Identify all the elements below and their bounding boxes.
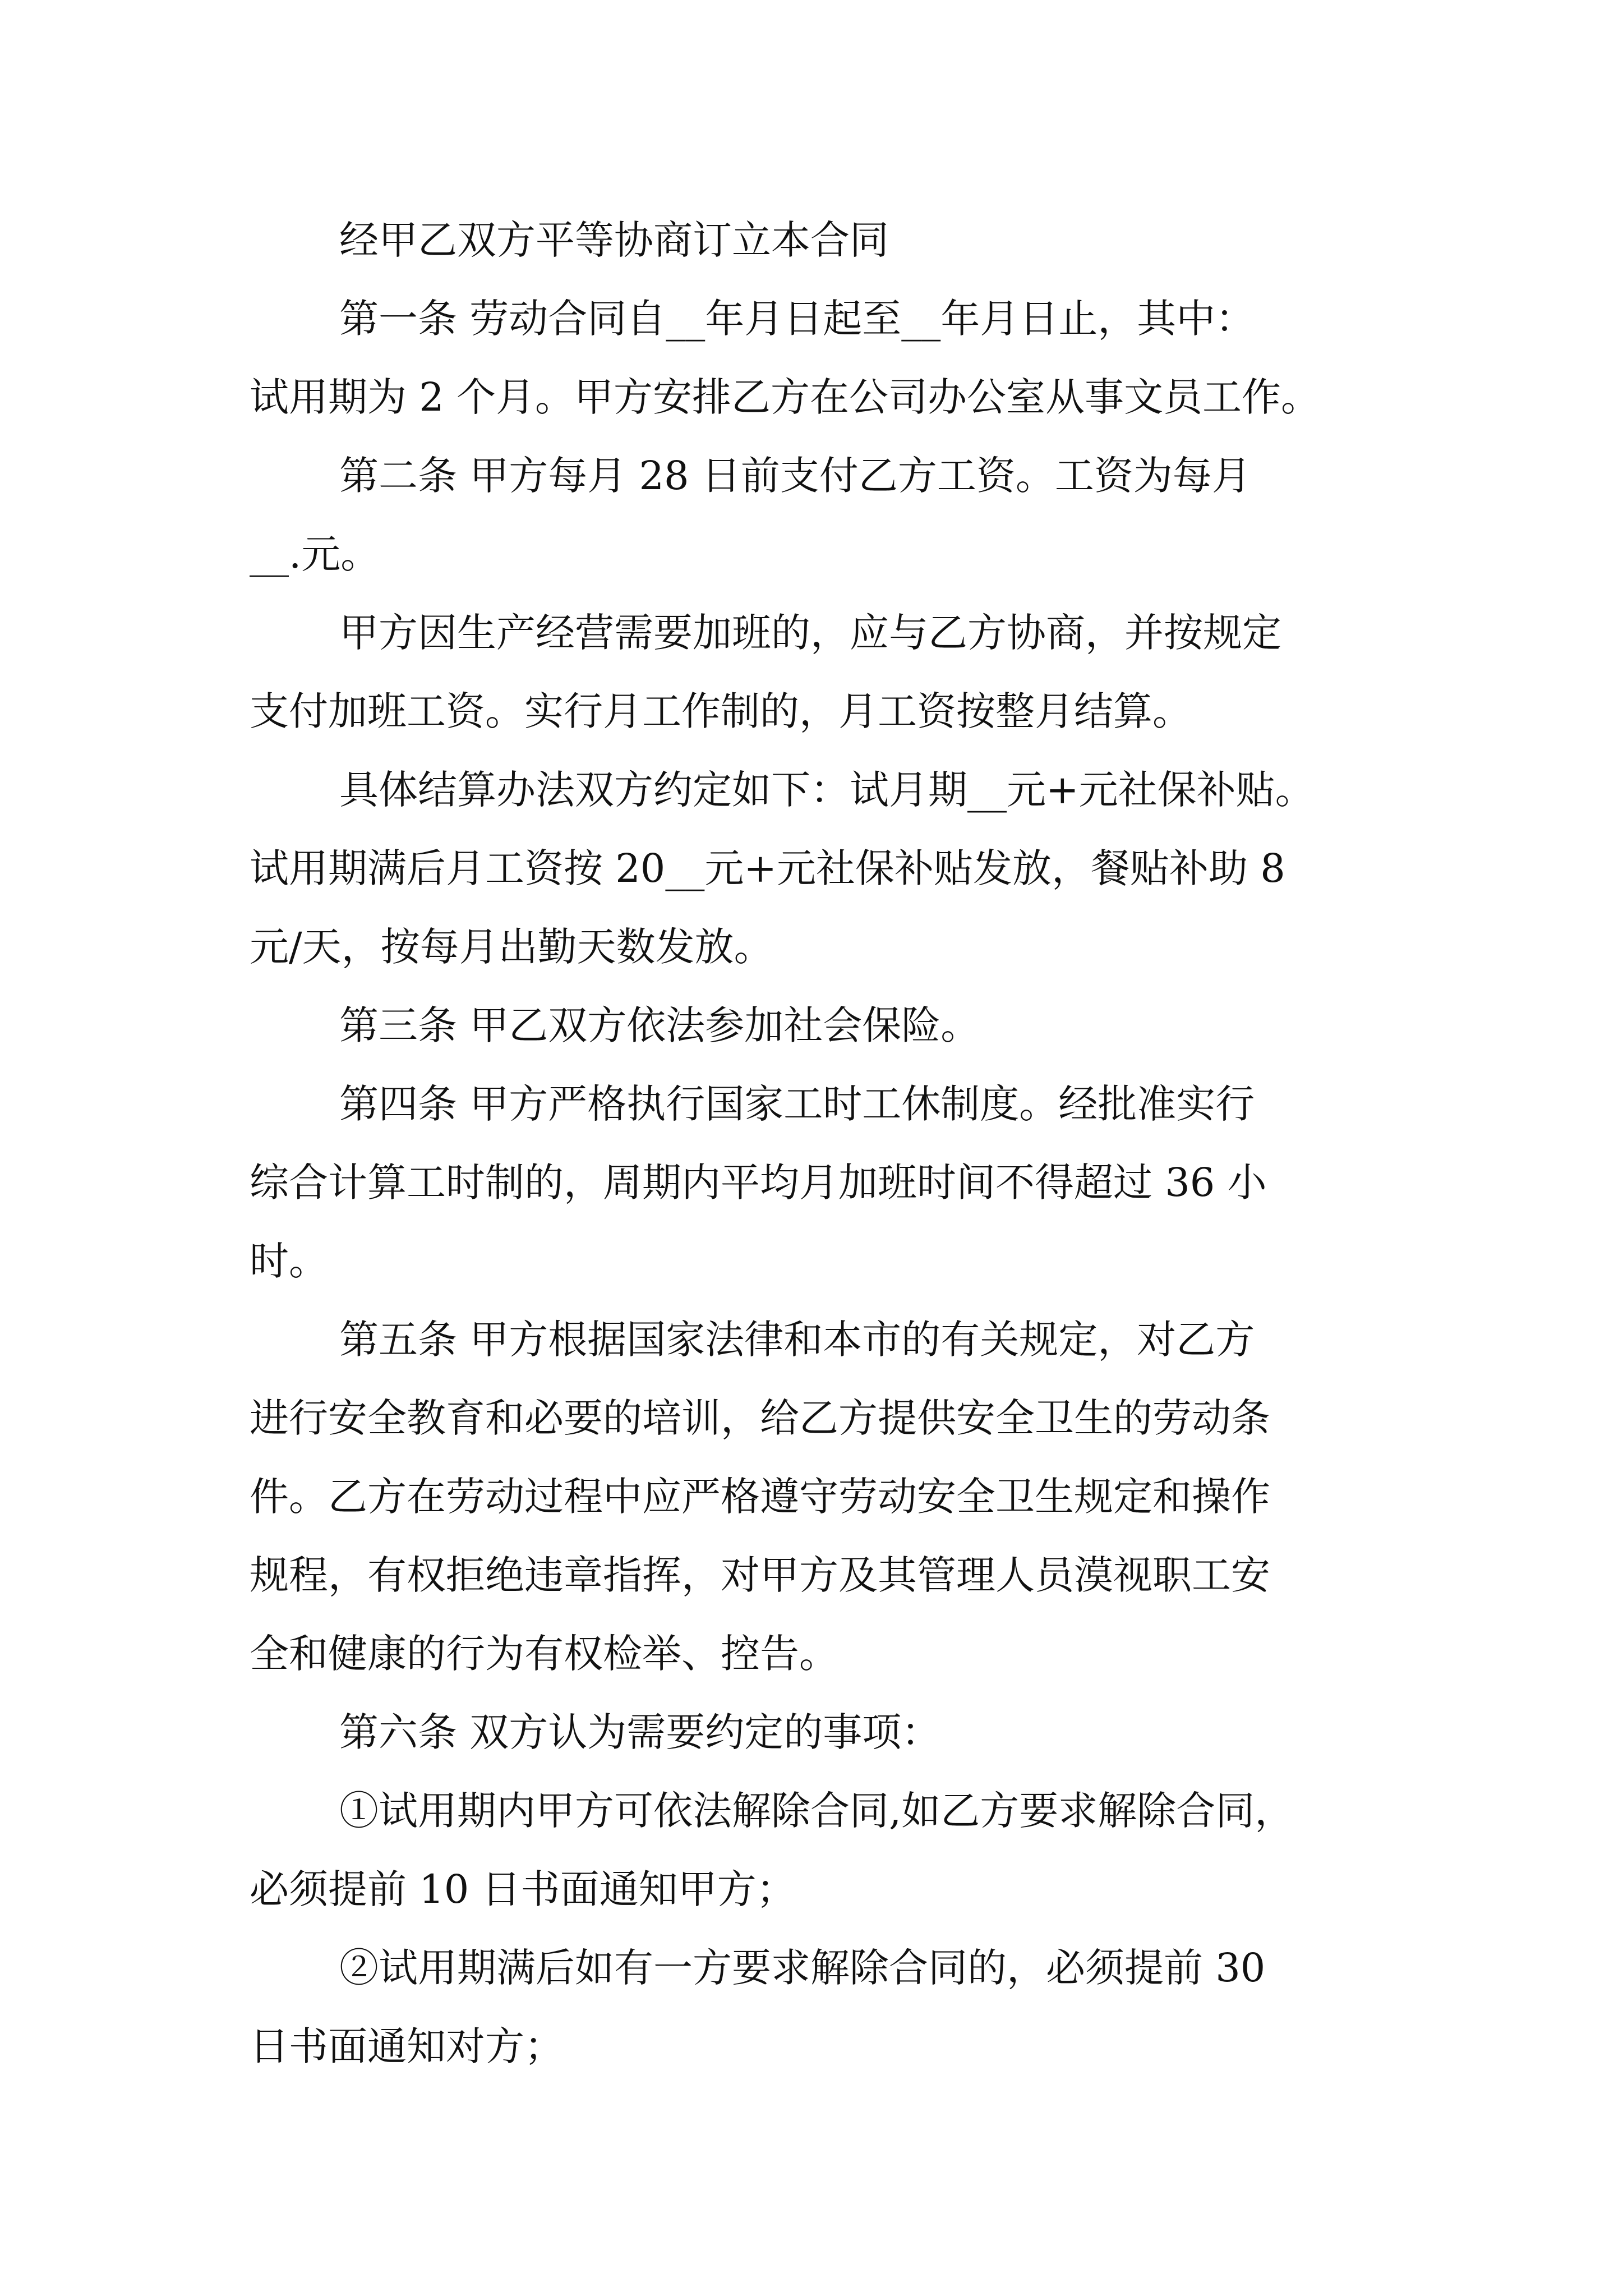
overtime-paragraph-line-2: 支付加班工资。实行月工作制的，月工资按整月结算。 bbox=[250, 688, 1192, 734]
article-5-line-3: 件。乙方在劳动过程中应严格遵守劳动安全卫生规定和操作 bbox=[250, 1474, 1270, 1520]
article-1-line-1: 第一条 劳动合同自__年月日起至__年月日止，其中： bbox=[339, 296, 1255, 342]
article-3-line: 第三条 甲乙双方依法参加社会保险。 bbox=[339, 1002, 980, 1048]
overtime-paragraph-line-1: 甲方因生产经营需要加班的，应与乙方协商，并按规定 bbox=[339, 610, 1281, 656]
article-5-line-5: 全和健康的行为有权检举、控告。 bbox=[250, 1631, 838, 1677]
settlement-paragraph-line-3: 元/天，按每月出勤天数发放。 bbox=[250, 924, 773, 970]
item-2-line-2: 日书面通知对方； bbox=[250, 2023, 564, 2069]
article-4-line-1: 第四条 甲方严格执行国家工时工休制度。经批准实行 bbox=[339, 1081, 1255, 1127]
article-5-line-2: 进行安全教育和必要的培训，给乙方提供安全卫生的劳动条 bbox=[250, 1395, 1270, 1441]
article-6-line: 第六条 双方认为需要约定的事项： bbox=[339, 1709, 941, 1755]
item-1-line-1: ①试用期内甲方可依法解除合同,如乙方要求解除合同， bbox=[339, 1788, 1294, 1834]
article-2-line-2: __.元。 bbox=[250, 531, 380, 577]
settlement-paragraph-line-1: 具体结算办法双方约定如下：试月期__元+元社保补贴。 bbox=[339, 767, 1315, 813]
article-5-line-1: 第五条 甲方根据国家法律和本市的有关规定，对乙方 bbox=[339, 1317, 1255, 1363]
item-1-line-2: 必须提前 10 日书面通知甲方； bbox=[250, 1866, 796, 1912]
article-4-line-2: 综合计算工时制的，周期内平均月加班时间不得超过 36 小 bbox=[250, 1159, 1267, 1205]
contract-intro-line: 经甲乙双方平等协商订立本合同 bbox=[339, 217, 889, 263]
settlement-paragraph-line-2: 试用期满后月工资按 20__元+元社保补贴发放，餐贴补助 8 bbox=[250, 845, 1285, 891]
item-2-line-1: ②试用期满后如有一方要求解除合同的，必须提前 30 bbox=[339, 1945, 1266, 1991]
article-5-line-4: 规程，有权拒绝违章指挥，对甲方及其管理人员漠视职工安 bbox=[250, 1552, 1270, 1598]
article-1-line-2: 试用期为 2 个月。甲方安排乙方在公司办公室从事文员工作。 bbox=[250, 374, 1321, 420]
article-2-line-1: 第二条 甲方每月 28 日前支付乙方工资。工资为每月 bbox=[339, 453, 1251, 499]
article-4-line-3: 时。 bbox=[250, 1238, 328, 1284]
